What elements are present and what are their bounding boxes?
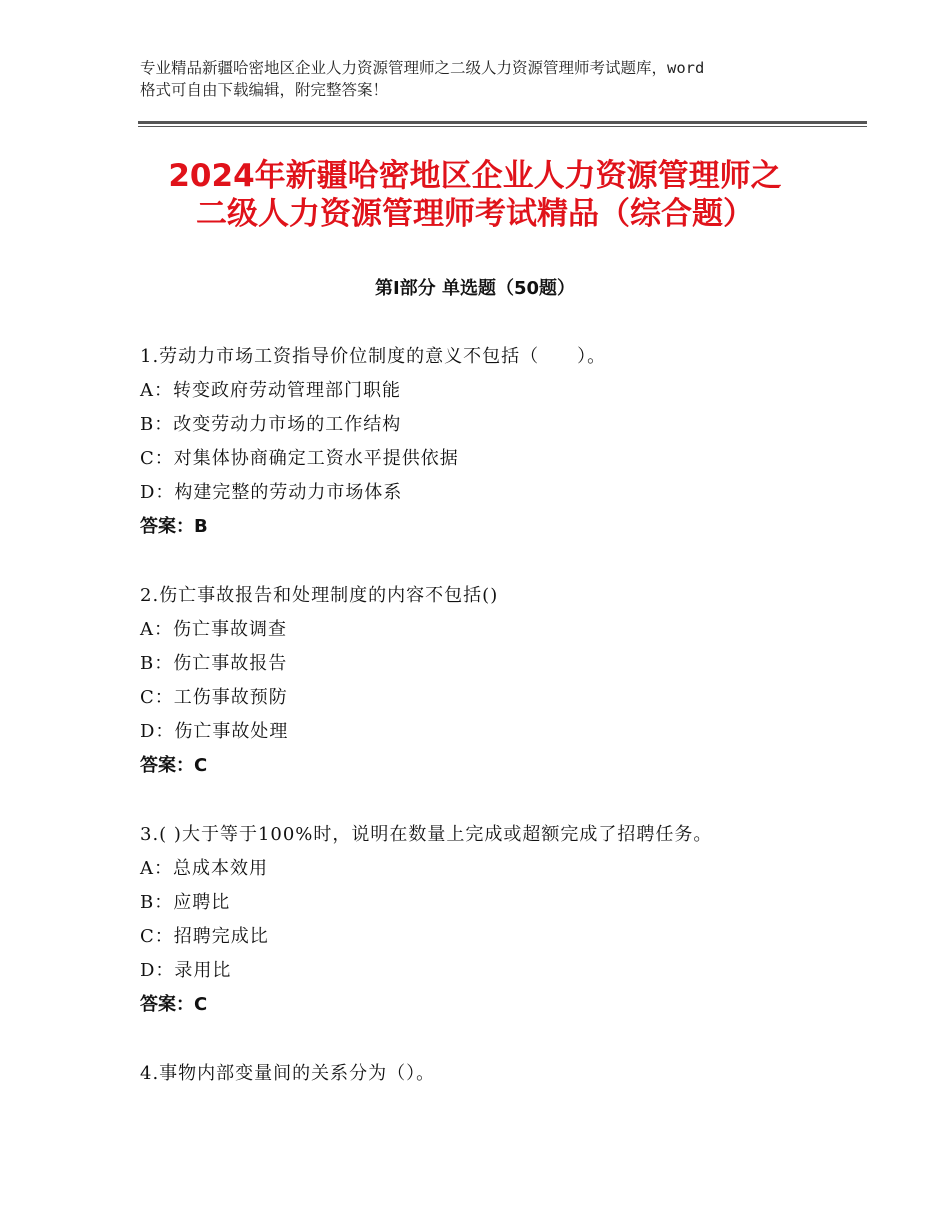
option-d: D：构建完整的劳动力市场体系: [140, 482, 403, 503]
title-line-1: 2024年新疆哈密地区企业人力资源管理师之: [168, 158, 782, 194]
answer: 答案：C: [140, 755, 208, 776]
option-b: B：应聘比: [140, 892, 231, 913]
question-1: [140, 340, 860, 544]
option-b: B：改变劳动力市场的工作结构: [140, 414, 402, 435]
option-a: A：伤亡事故调查: [140, 619, 287, 640]
document-title: [100, 157, 850, 233]
section-heading: 第Ⅰ部分 单选题（50题）: [374, 278, 575, 299]
option-a: A：总成本效用: [140, 858, 268, 879]
question-stem: 1.劳动力市场工资指导价位制度的意义不包括（ ）。: [140, 346, 607, 367]
header-divider-thin: [138, 126, 867, 127]
option-c: C：招聘完成比: [140, 926, 269, 947]
option-a: A：转变政府劳动管理部门职能: [140, 380, 401, 401]
header-divider-thick: [138, 121, 867, 124]
option-d: D：伤亡事故处理: [140, 721, 289, 742]
question-stem: 4.事物内部变量间的关系分为（）。: [140, 1063, 436, 1084]
question-4: [140, 1057, 860, 1091]
option-d: D：录用比: [140, 960, 232, 981]
answer: 答案：C: [140, 994, 208, 1015]
question-3: [140, 818, 860, 1022]
header-note-line-1: 专业精品新疆哈密地区企业人力资源管理师之二级人力资源管理师考试题库，word: [140, 59, 705, 77]
option-b: B：伤亡事故报告: [140, 653, 288, 674]
question-stem: 2.伤亡事故报告和处理制度的内容不包括(): [140, 585, 499, 606]
question-2: [140, 579, 860, 783]
question-stem: 3.( )大于等于100%时，说明在数量上完成或超额完成了招聘任务。: [140, 824, 713, 845]
option-c: C：对集体协商确定工资水平提供依据: [140, 448, 459, 469]
option-c: C：工伤事故预防: [140, 687, 288, 708]
header-note: [140, 57, 840, 101]
title-line-2: 二级人力资源管理师考试精品（综合题）: [196, 196, 754, 232]
header-note-line-2: 格式可自由下载编辑，附完整答案！: [140, 81, 389, 99]
answer: 答案：B: [140, 516, 208, 537]
